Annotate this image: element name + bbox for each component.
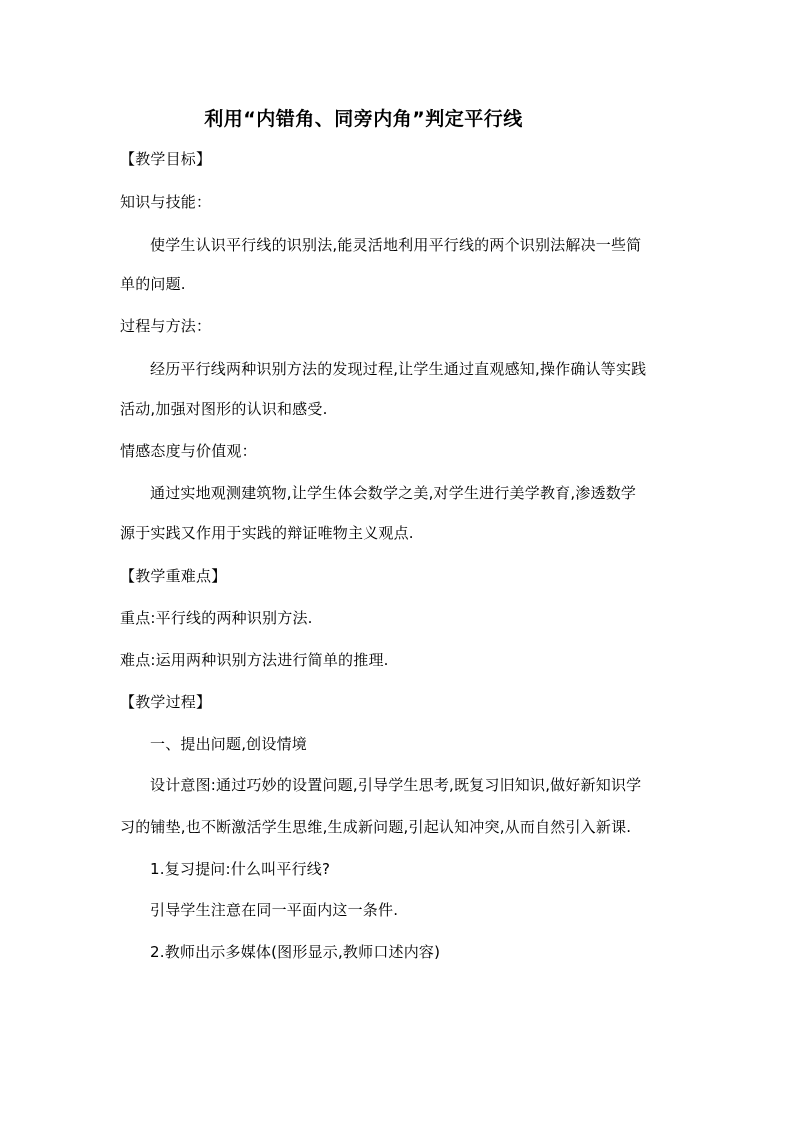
paragraph-line: 源于实践又作用于实践的辩证唯物主义观点. [120, 524, 414, 542]
document-title: 利用“内错角、同旁内角”判定平行线 [204, 108, 523, 130]
list-item: 2.教师出示多媒体(图形显示,教师口述内容) [150, 943, 441, 961]
paragraph-line: 习的铺垫,也不断激活学生思维,生成新问题,引起认知冲突,从而自然引入新课. [120, 818, 632, 836]
list-item: 1.复习提问:什么叫平行线? [150, 860, 331, 878]
paragraph-line: 设计意图:通过巧妙的设置问题,引导学生思考,既复习旧知识,做好新知识学 [150, 776, 642, 794]
section-heading-teaching-goals: 【教学目标】 [120, 150, 212, 168]
key-point-line: 重点:平行线的两种识别方法. [120, 609, 313, 627]
paragraph-line: 通过实地观测建筑物,让学生体会数学之美,对学生进行美学教育,渗透数学 [150, 484, 637, 502]
paragraph-line: 引导学生注意在同一平面内这一条件. [150, 901, 399, 919]
subheading-knowledge-skills: 知识与技能： [120, 193, 212, 211]
paragraph-line: 使学生认识平行线的识别法,能灵活地利用平行线的两个识别法解决一些简 [150, 236, 642, 254]
subsection-heading: 一、提出问题,创设情境 [150, 735, 307, 753]
section-heading-key-points: 【教学重难点】 [120, 567, 227, 585]
subheading-process-method: 过程与方法： [120, 317, 212, 335]
paragraph-line: 单的问题. [120, 275, 186, 293]
paragraph-line: 经历平行线两种识别方法的发现过程,让学生通过直观感知,操作确认等实践 [150, 360, 647, 378]
difficulty-line: 难点:运用两种识别方法进行简单的推理. [120, 651, 389, 669]
section-heading-teaching-process: 【教学过程】 [120, 693, 212, 711]
paragraph-line: 活动,加强对图形的认识和感受. [120, 400, 328, 418]
subheading-attitude-values: 情感态度与价值观： [120, 442, 257, 460]
